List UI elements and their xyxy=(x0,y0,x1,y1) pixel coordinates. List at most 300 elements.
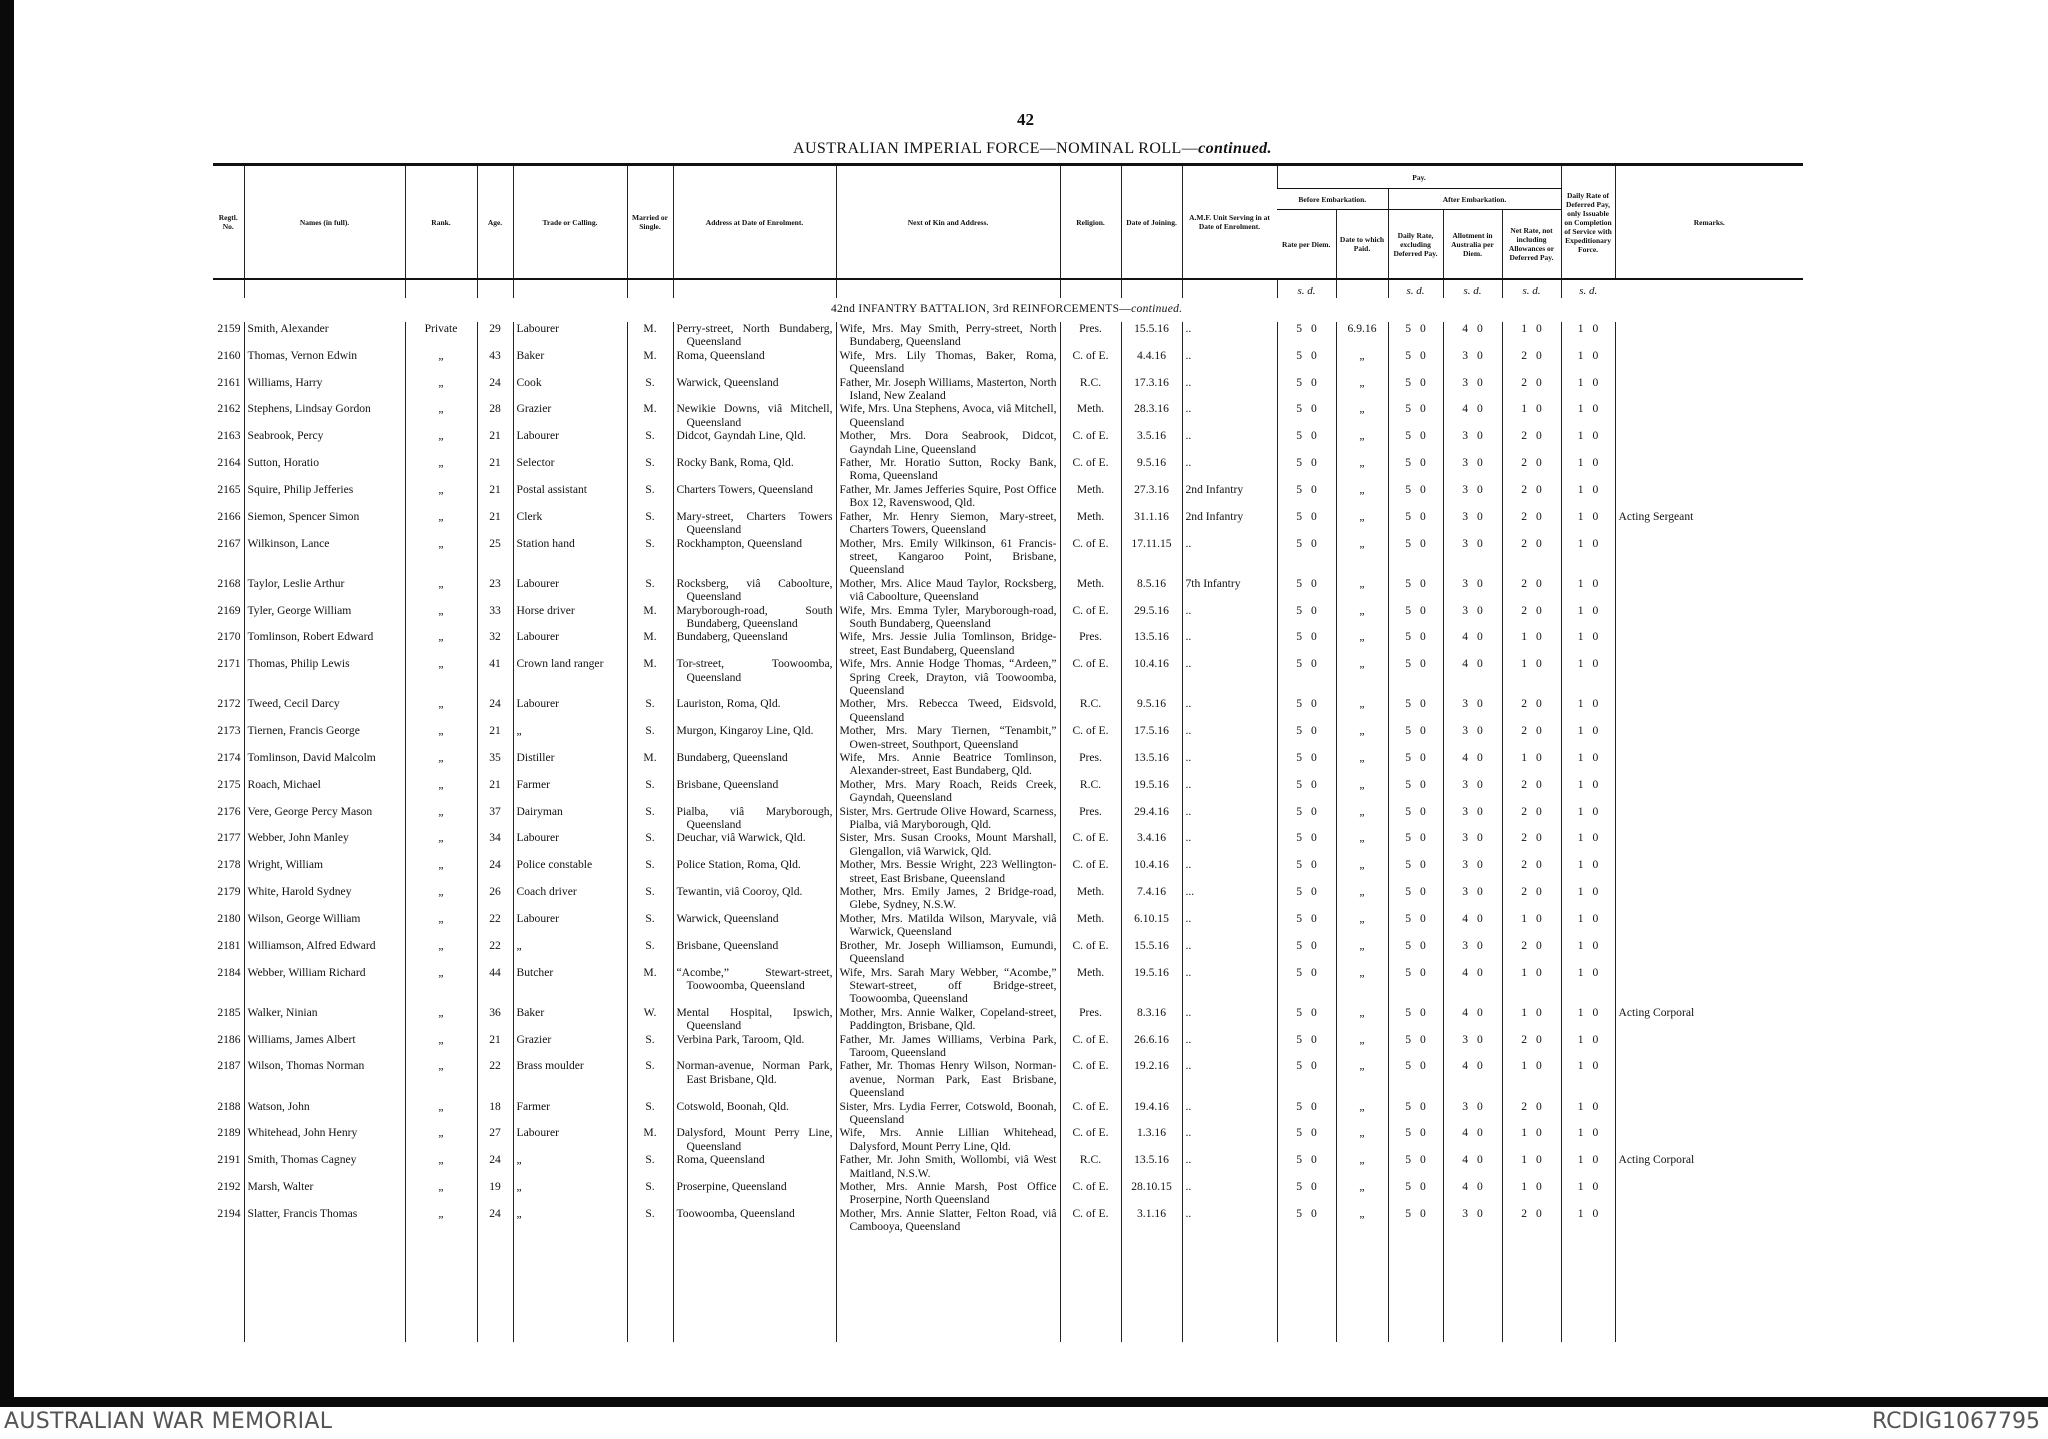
cell-net-rate xyxy=(1502,604,1561,631)
cell-deferred-pay xyxy=(1561,483,1615,510)
cell-religion: Pres. xyxy=(1060,322,1121,349)
pence: 0 xyxy=(1536,657,1542,671)
cell-rate-per-diem xyxy=(1277,1180,1336,1207)
cell-deferred-pay xyxy=(1561,402,1615,429)
cell-deferred-pay xyxy=(1561,885,1615,912)
pence: 0 xyxy=(1536,1153,1542,1167)
cell-religion: Meth. xyxy=(1060,912,1121,939)
cell-allotment xyxy=(1443,778,1502,805)
cell-allotment xyxy=(1443,724,1502,751)
shillings: 5 xyxy=(1296,831,1302,845)
shillings: 1 xyxy=(1577,777,1584,791)
table-row xyxy=(213,349,1803,376)
cell-regtl-no: 2176 xyxy=(217,804,241,818)
cell-net-rate xyxy=(1502,1207,1561,1234)
cell-date-joining: 17.3.16 xyxy=(1121,376,1182,403)
shillings: 1 xyxy=(1577,375,1584,389)
cell-daily-rate xyxy=(1388,885,1443,912)
shillings: 5 xyxy=(1405,751,1411,764)
shillings: 5 xyxy=(1405,630,1411,644)
shillings: 5 xyxy=(1405,322,1411,335)
pence: 0 xyxy=(1536,1126,1542,1140)
cell-regtl-no: 2179 xyxy=(217,885,241,899)
cell-rate-per-diem xyxy=(1277,1100,1336,1127)
table-row xyxy=(213,1033,1803,1060)
cell-trade: Labourer xyxy=(513,912,627,939)
cell-married-single: M. xyxy=(627,966,673,1006)
cell-date-paid: „ xyxy=(1336,349,1388,376)
cell-regtl-no: 2175 xyxy=(217,777,241,791)
cell-deferred-pay xyxy=(1561,429,1615,456)
cell-address: Dalysford, Mount Perry Line, Queensland xyxy=(673,1126,836,1153)
cell-deferred-pay xyxy=(1561,657,1615,697)
cell-deferred-pay xyxy=(1561,510,1615,537)
cell-address: Brisbane, Queensland xyxy=(673,939,836,966)
cell-date-joining: 26.6.16 xyxy=(1121,1033,1182,1060)
cell-rate-per-diem xyxy=(1277,697,1336,724)
cell-date-joining: 1.3.16 xyxy=(1121,1126,1182,1153)
cell-date-paid: „ xyxy=(1336,537,1388,577)
table-row xyxy=(213,1059,1803,1099)
pence: 0 xyxy=(1420,858,1426,872)
table-row xyxy=(213,1153,1803,1180)
header-remarks: Remarks. xyxy=(1615,165,1803,280)
cell-daily-rate xyxy=(1388,939,1443,966)
cell-trade: Station hand xyxy=(513,537,627,577)
cell-amf-unit: ... xyxy=(1182,885,1277,912)
shillings: 1 xyxy=(1521,322,1528,335)
pence: 0 xyxy=(1477,375,1483,389)
cell-net-rate xyxy=(1502,483,1561,510)
cell-daily-rate xyxy=(1388,1006,1443,1033)
units-net: s. d. xyxy=(1502,279,1561,298)
cell-rank: „ xyxy=(405,751,477,778)
cell-daily-rate xyxy=(1388,805,1443,832)
cell-rank: „ xyxy=(405,831,477,858)
cell-deferred-pay xyxy=(1561,537,1615,577)
cell-age: 21 xyxy=(477,510,513,537)
pence: 0 xyxy=(1311,482,1317,496)
shillings: 5 xyxy=(1405,938,1411,952)
pence: 0 xyxy=(1592,603,1599,617)
pence: 0 xyxy=(1592,911,1599,925)
cell-age: 21 xyxy=(477,456,513,483)
cell-rank: „ xyxy=(405,778,477,805)
cell-rate-per-diem xyxy=(1277,376,1336,403)
pence: 0 xyxy=(1420,1153,1426,1167)
cell-remarks xyxy=(1615,604,1803,631)
cell-name: Webber, William Richard xyxy=(244,966,405,1006)
cell-regtl-no: 2166 xyxy=(217,509,241,523)
cell-name: Tomlinson, Robert Edward xyxy=(244,630,405,657)
cell-date-joining: 29.4.16 xyxy=(1121,805,1182,832)
shillings: 5 xyxy=(1405,965,1411,979)
cell-date-paid: „ xyxy=(1336,604,1388,631)
cell-age: 22 xyxy=(477,939,513,966)
cell-trade: Farmer xyxy=(513,778,627,805)
cell-date-paid: „ xyxy=(1336,831,1388,858)
pence: 0 xyxy=(1592,1126,1599,1140)
cell-trade: Clerk xyxy=(513,510,627,537)
pence: 0 xyxy=(1420,429,1426,443)
shillings: 5 xyxy=(1296,1005,1302,1019)
cell-deferred-pay xyxy=(1561,1006,1615,1033)
pence: 0 xyxy=(1477,831,1483,845)
pence: 0 xyxy=(1592,938,1599,952)
header-amf-unit: A.M.F. Unit Serving in at Date of Enrolment. xyxy=(1182,165,1277,280)
cell-allotment xyxy=(1443,1100,1502,1127)
cell-net-rate xyxy=(1502,805,1561,832)
cell-age: 36 xyxy=(477,1006,513,1033)
cell-regtl-no: 2163 xyxy=(217,429,241,443)
shillings: 5 xyxy=(1405,348,1411,362)
cell-trade: Baker xyxy=(513,1006,627,1033)
pence: 0 xyxy=(1477,1059,1483,1073)
cell-next-of-kin: Father, Mr. Horatio Sutton, Rocky Bank, Roma, Queensland xyxy=(836,456,1060,483)
pence: 0 xyxy=(1420,697,1426,711)
cell-date-joining: 28.10.15 xyxy=(1121,1180,1182,1207)
cell-regtl-no: 2170 xyxy=(217,630,241,644)
shillings: 2 xyxy=(1521,375,1528,389)
cell-religion: Meth. xyxy=(1060,483,1121,510)
cell-remarks xyxy=(1615,805,1803,832)
archive-footer xyxy=(0,1407,2048,1439)
shillings: 1 xyxy=(1577,657,1584,671)
pence: 0 xyxy=(1477,576,1483,590)
table-row xyxy=(213,831,1803,858)
pence: 0 xyxy=(1536,938,1542,952)
cell-regtl-no: 2174 xyxy=(217,751,241,764)
cell-rate-per-diem xyxy=(1277,483,1336,510)
cell-next-of-kin: Father, Mr. James Jefferies Squire, Post Office Box 12, Ravenswood, Qld. xyxy=(836,483,1060,510)
pence: 0 xyxy=(1420,831,1426,845)
cell-next-of-kin: Mother, Mrs. Matilda Wilson, Maryvale, viâ Warwick, Queensland xyxy=(836,912,1060,939)
cell-rank: „ xyxy=(405,349,477,376)
shillings: 5 xyxy=(1296,751,1302,764)
table-row xyxy=(213,322,1803,349)
cell-age: 41 xyxy=(477,657,513,697)
shillings: 1 xyxy=(1577,1180,1584,1193)
cell-date-joining: 9.5.16 xyxy=(1121,456,1182,483)
cell-name: Williams, James Albert xyxy=(244,1033,405,1060)
cell-trade: „ xyxy=(513,724,627,751)
pence: 0 xyxy=(1420,911,1426,925)
cell-allotment xyxy=(1443,858,1502,885)
pence: 0 xyxy=(1420,938,1426,952)
scan-edge-bottom xyxy=(0,1397,2048,1407)
cell-religion: C. of E. xyxy=(1060,657,1121,697)
pence: 0 xyxy=(1536,603,1542,617)
cell-remarks xyxy=(1615,1100,1803,1127)
shillings: 1 xyxy=(1577,429,1584,443)
cell-date-paid: „ xyxy=(1336,1033,1388,1060)
pence: 0 xyxy=(1592,965,1599,979)
cell-rate-per-diem xyxy=(1277,402,1336,429)
cell-address: Pialba, viâ Maryborough, Queensland xyxy=(673,805,836,832)
pence: 0 xyxy=(1477,1206,1483,1220)
shillings: 3 xyxy=(1462,576,1468,590)
cell-daily-rate xyxy=(1388,778,1443,805)
pence: 0 xyxy=(1311,724,1317,738)
cell-religion: Meth. xyxy=(1060,966,1121,1006)
pence: 0 xyxy=(1420,1180,1426,1193)
shillings: 5 xyxy=(1405,724,1411,738)
shillings: 5 xyxy=(1405,1153,1411,1167)
shillings: 1 xyxy=(1577,911,1584,925)
cell-regtl-no: 2194 xyxy=(217,1206,241,1220)
shillings: 5 xyxy=(1405,536,1411,550)
cell-daily-rate xyxy=(1388,1033,1443,1060)
pence: 0 xyxy=(1477,630,1483,644)
cell-next-of-kin: Mother, Mrs. Mary Tiernen, “Tenambit,” Owen-street, Southport, Queensland xyxy=(836,724,1060,751)
shillings: 1 xyxy=(1577,630,1584,644)
shillings: 2 xyxy=(1521,804,1528,818)
cell-rank: „ xyxy=(405,604,477,631)
shillings: 1 xyxy=(1521,751,1528,764)
cell-age: 24 xyxy=(477,858,513,885)
cell-net-rate xyxy=(1502,1100,1561,1127)
cell-daily-rate xyxy=(1388,1207,1443,1234)
cell-amf-unit: .. xyxy=(1182,657,1277,697)
pence: 0 xyxy=(1592,1180,1599,1193)
cell-next-of-kin: Mother, Mrs. Annie Walker, Copeland-street, Paddington, Brisbane, Qld. xyxy=(836,1006,1060,1033)
shillings: 1 xyxy=(1577,938,1584,952)
table-row xyxy=(213,1126,1803,1153)
table-row xyxy=(213,1180,1803,1207)
cell-amf-unit: .. xyxy=(1182,604,1277,631)
shillings: 5 xyxy=(1405,697,1411,711)
cell-daily-rate xyxy=(1388,1153,1443,1180)
pence: 0 xyxy=(1536,1032,1542,1046)
cell-religion: C. of E. xyxy=(1060,537,1121,577)
cell-allotment xyxy=(1443,604,1502,631)
pence: 0 xyxy=(1420,402,1426,416)
cell-name: Stephens, Lindsay Gordon xyxy=(244,402,405,429)
shillings: 2 xyxy=(1521,938,1528,952)
cell-allotment xyxy=(1443,349,1502,376)
cell-married-single: S. xyxy=(627,537,673,577)
pence: 0 xyxy=(1420,1206,1426,1220)
cell-remarks xyxy=(1615,885,1803,912)
shillings: 1 xyxy=(1521,965,1528,979)
pence: 0 xyxy=(1311,1059,1317,1073)
cell-amf-unit: .. xyxy=(1182,1006,1277,1033)
pence: 0 xyxy=(1311,965,1317,979)
cell-allotment xyxy=(1443,1207,1502,1234)
pence: 0 xyxy=(1311,429,1317,443)
cell-date-joining: 3.1.16 xyxy=(1121,1207,1182,1234)
pence: 0 xyxy=(1311,536,1317,550)
shillings: 5 xyxy=(1296,1126,1302,1140)
shillings: 3 xyxy=(1462,858,1468,872)
cell-allotment xyxy=(1443,751,1502,778)
cell-deferred-pay xyxy=(1561,456,1615,483)
pence: 0 xyxy=(1477,1153,1483,1167)
cell-married-single: S. xyxy=(627,510,673,537)
cell-trade: Horse driver xyxy=(513,604,627,631)
cell-remarks xyxy=(1615,831,1803,858)
cell-deferred-pay xyxy=(1561,322,1615,349)
pence: 0 xyxy=(1420,630,1426,644)
cell-regtl-no: 2180 xyxy=(217,911,241,925)
header-daily-rate: Daily Rate, excluding Deferred Pay. xyxy=(1388,210,1443,280)
cell-trade: Grazier xyxy=(513,402,627,429)
header-after-embarkation: After Embarkation. xyxy=(1388,189,1561,210)
table-row xyxy=(213,577,1803,604)
pence: 0 xyxy=(1536,402,1542,416)
cell-address: “Acombe,” Stewart-street, Toowoomba, Queensland xyxy=(673,966,836,1006)
cell-deferred-pay xyxy=(1561,1059,1615,1099)
shillings: 3 xyxy=(1462,456,1468,470)
pence: 0 xyxy=(1477,697,1483,711)
shillings: 4 xyxy=(1462,751,1468,764)
header-married: Married or Single. xyxy=(627,165,673,280)
cell-allotment xyxy=(1443,1006,1502,1033)
cell-date-paid: 6.9.16 xyxy=(1336,322,1388,349)
cell-trade: Coach driver xyxy=(513,885,627,912)
pence: 0 xyxy=(1311,1153,1317,1167)
shillings: 3 xyxy=(1462,603,1468,617)
cell-rank: „ xyxy=(405,1153,477,1180)
cell-remarks xyxy=(1615,1180,1803,1207)
shillings: 5 xyxy=(1296,576,1302,590)
pence: 0 xyxy=(1477,965,1483,979)
pence: 0 xyxy=(1592,858,1599,872)
pence: 0 xyxy=(1477,456,1483,470)
cell-religion: C. of E. xyxy=(1060,1126,1121,1153)
cell-remarks xyxy=(1615,966,1803,1006)
cell-rate-per-diem xyxy=(1277,1153,1336,1180)
pence: 0 xyxy=(1477,429,1483,443)
header-net-rate: Net Rate, not including Allowances or Deferred Pay. xyxy=(1502,210,1561,280)
cell-date-paid: „ xyxy=(1336,1153,1388,1180)
header-next-of-kin: Next of Kin and Address. xyxy=(836,165,1060,280)
header-deferred: Daily Rate of Deferred Pay, only Issuable on Completion of Service with Expeditionary Force. xyxy=(1561,165,1615,280)
cell-date-joining: 15.5.16 xyxy=(1121,939,1182,966)
shillings: 5 xyxy=(1296,1180,1302,1193)
footer-institution: AUSTRALIAN WAR MEMORIAL xyxy=(4,1409,333,1434)
page-title xyxy=(793,140,1272,158)
cell-name: Webber, John Manley xyxy=(244,831,405,858)
table-row xyxy=(213,376,1803,403)
cell-address: Maryborough-road, South Bundaberg, Queensland xyxy=(673,604,836,631)
pence: 0 xyxy=(1420,322,1426,335)
cell-rank: „ xyxy=(405,885,477,912)
cell-next-of-kin: Mother, Mrs. Emily James, 2 Bridge-road, Glebe, Sydney, N.S.W. xyxy=(836,885,1060,912)
cell-next-of-kin: Wife, Mrs. Lily Thomas, Baker, Roma, Queensland xyxy=(836,349,1060,376)
cell-religion: C. of E. xyxy=(1060,939,1121,966)
cell-age: 18 xyxy=(477,1100,513,1127)
pence: 0 xyxy=(1311,697,1317,711)
cell-regtl-no: 2171 xyxy=(217,657,241,671)
cell-religion: Pres. xyxy=(1060,1006,1121,1033)
pence: 0 xyxy=(1420,348,1426,362)
cell-net-rate xyxy=(1502,510,1561,537)
section-heading: 42nd INFANTRY BATTALION, 3rd REINFORCEMENTS—continued. xyxy=(831,303,1183,316)
currency-units-row xyxy=(213,279,1803,298)
cell-rank: „ xyxy=(405,1126,477,1153)
cell-name: Wright, William xyxy=(244,858,405,885)
cell-name: Thomas, Philip Lewis xyxy=(244,657,405,697)
cell-regtl-no: 2188 xyxy=(217,1099,241,1113)
cell-deferred-pay xyxy=(1561,858,1615,885)
cell-net-rate xyxy=(1502,697,1561,724)
shillings: 5 xyxy=(1296,630,1302,644)
cell-next-of-kin: Mother, Mrs. Rebecca Tweed, Eidsvold, Queensland xyxy=(836,697,1060,724)
cell-daily-rate xyxy=(1388,657,1443,697)
shillings: 2 xyxy=(1521,456,1528,470)
cell-daily-rate xyxy=(1388,577,1443,604)
pence: 0 xyxy=(1536,1005,1542,1019)
shillings: 5 xyxy=(1405,1059,1411,1073)
cell-trade: Baker xyxy=(513,349,627,376)
cell-religion: R.C. xyxy=(1060,1153,1121,1180)
cell-name: Tiernen, Francis George xyxy=(244,724,405,751)
cell-net-rate xyxy=(1502,456,1561,483)
cell-daily-rate xyxy=(1388,1100,1443,1127)
cell-age: 21 xyxy=(477,1033,513,1060)
cell-date-paid: „ xyxy=(1336,456,1388,483)
cell-remarks xyxy=(1615,630,1803,657)
pence: 0 xyxy=(1311,630,1317,644)
shillings: 5 xyxy=(1296,402,1302,416)
cell-remarks xyxy=(1615,322,1803,349)
cell-rank: „ xyxy=(405,510,477,537)
pence: 0 xyxy=(1536,509,1542,523)
pence: 0 xyxy=(1536,630,1542,644)
cell-date-paid: „ xyxy=(1336,966,1388,1006)
shillings: 5 xyxy=(1405,1180,1411,1193)
cell-amf-unit: .. xyxy=(1182,322,1277,349)
cell-name: Siemon, Spencer Simon xyxy=(244,510,405,537)
cell-rank: „ xyxy=(405,1033,477,1060)
cell-name: Wilson, Thomas Norman xyxy=(244,1059,405,1099)
cell-remarks xyxy=(1615,402,1803,429)
cell-rank: „ xyxy=(405,537,477,577)
cell-age: 22 xyxy=(477,912,513,939)
cell-address: Charters Towers, Queensland xyxy=(673,483,836,510)
cell-net-rate xyxy=(1502,402,1561,429)
title-text: AUSTRALIAN IMPERIAL FORCE—NOMINAL ROLL— xyxy=(793,140,1199,157)
cell-age: 27 xyxy=(477,1126,513,1153)
cell-next-of-kin: Wife, Mrs. May Smith, Perry-street, North Bundaberg, Queensland xyxy=(836,322,1060,349)
cell-net-rate xyxy=(1502,1033,1561,1060)
cell-next-of-kin: Brother, Mr. Joseph Williamson, Eumundi, Queensland xyxy=(836,939,1060,966)
pence: 0 xyxy=(1536,1180,1542,1193)
cell-deferred-pay xyxy=(1561,630,1615,657)
cell-next-of-kin: Mother, Mrs. Bessie Wright, 223 Wellington-street, East Brisbane, Queensland xyxy=(836,858,1060,885)
cell-regtl-no: 2186 xyxy=(217,1032,241,1046)
shillings: 3 xyxy=(1462,1099,1468,1113)
shillings: 5 xyxy=(1296,724,1302,738)
cell-trade: Labourer xyxy=(513,577,627,604)
pence: 0 xyxy=(1592,1059,1599,1073)
shillings: 1 xyxy=(1577,603,1584,617)
cell-allotment xyxy=(1443,429,1502,456)
pence: 0 xyxy=(1592,630,1599,644)
cell-allotment xyxy=(1443,376,1502,403)
cell-amf-unit: .. xyxy=(1182,778,1277,805)
cell-married-single: S. xyxy=(627,1180,673,1207)
cell-next-of-kin: Father, Mr. James Williams, Verbina Park, Taroom, Queensland xyxy=(836,1033,1060,1060)
cell-remarks xyxy=(1615,724,1803,751)
cell-regtl-no: 2187 xyxy=(217,1059,241,1073)
cell-daily-rate xyxy=(1388,322,1443,349)
shillings: 3 xyxy=(1462,1032,1468,1046)
cell-next-of-kin: Sister, Mrs. Gertrude Olive Howard, Scarness, Pialba, viâ Maryborough, Qld. xyxy=(836,805,1060,832)
cell-name: Smith, Alexander xyxy=(244,322,405,349)
pence: 0 xyxy=(1420,1032,1426,1046)
